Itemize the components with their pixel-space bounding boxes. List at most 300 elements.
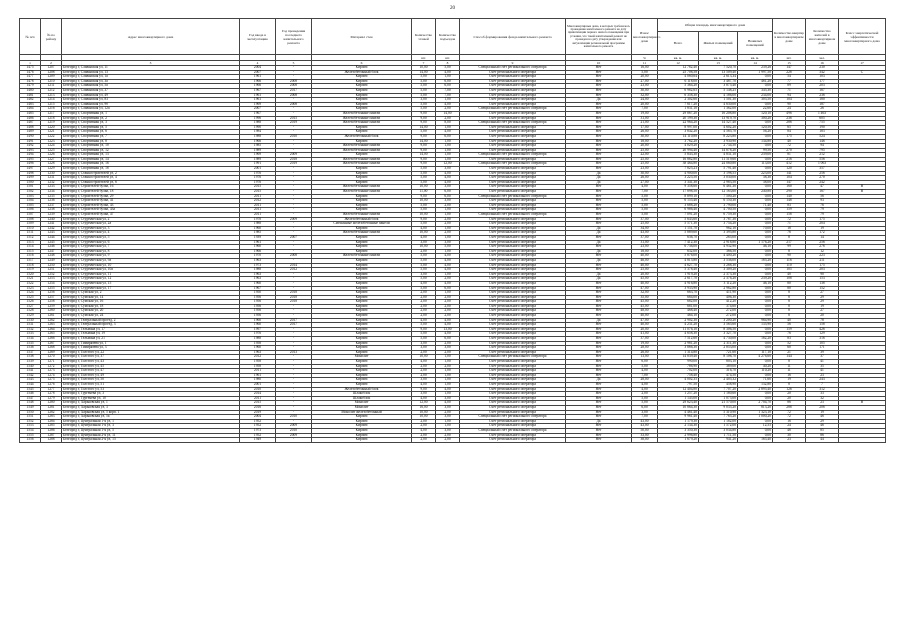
cell-year-renov: -: [276, 314, 312, 319]
cell-needs-repair: Нет: [566, 79, 632, 84]
cell-floors: 5,00: [412, 75, 436, 80]
cell-year-renov: 2013: [276, 350, 312, 355]
cell-num-district: 1264: [41, 327, 62, 332]
cell-wear: 20,00: [632, 144, 658, 149]
cell-year-renov: -: [276, 125, 312, 130]
cell-num-district: 1208: [41, 70, 62, 75]
cell-wear: 6,00: [632, 360, 658, 365]
cell-area-nonliving: 0,00: [738, 263, 773, 268]
cell-year-built: 1997: [240, 327, 276, 332]
cell-num-district: 1288: [41, 438, 62, 443]
cell-year-built: 1967: [240, 88, 276, 93]
cell-needs-repair: Нет: [566, 213, 632, 218]
cell-area-total: 797,50: [658, 382, 699, 387]
cell-needs-repair: Да: [566, 277, 632, 282]
cell-wall-material: Кирпич: [312, 153, 412, 158]
cell-apartments: 8: [773, 300, 806, 305]
cell-year-renov: -: [276, 185, 312, 190]
cell-entrances: 4,00: [436, 401, 460, 406]
cell-residents: 37: [806, 355, 839, 360]
cell-year-renov: -: [276, 373, 312, 378]
cell-area-living: 3 754,20: [699, 222, 738, 227]
cell-entrances: 2,00: [436, 231, 460, 236]
cell-apartments: 159: [773, 208, 806, 213]
cell-address: Белгород г, Толстого ул, 49: [62, 373, 240, 378]
cell-fund-method: Счёт регионального оператора: [460, 332, 566, 337]
cell-area-living: 3 309,20: [699, 268, 738, 273]
cell-entrances: 1,00: [436, 424, 460, 429]
cell-wear: 48,00: [632, 309, 658, 314]
cell-wall-material: Кирпич: [312, 194, 412, 199]
cell-address: Белгород г, Тельмана ул, 21: [62, 337, 240, 342]
cell-fund-method: Специальный счёт регионального оператора: [460, 194, 566, 199]
cell-num-district: 1285: [41, 424, 62, 429]
cell-wall-material: Кирпич: [312, 341, 412, 346]
cell-residents: 26: [806, 107, 839, 112]
cell-wall-material: Монолит: [312, 401, 412, 406]
cell-energy-class: В: [839, 190, 886, 195]
cell-entrances: 1,00: [436, 249, 460, 254]
cell-year-renov: -: [276, 107, 312, 112]
cell-fund-method: Счёт регионального оператора: [460, 88, 566, 93]
cell-address: Белгород г, Харьковская ул, 5а: [62, 415, 240, 420]
cell-year-renov: 2019: [276, 121, 312, 126]
cell-year-built: 1961: [240, 373, 276, 378]
column-number: 1: [20, 61, 41, 66]
cell-area-living: 2 853,00: [699, 346, 738, 351]
cell-floors: 12,00: [412, 401, 436, 406]
cell-fund-method: Счёт регионального оператора: [460, 199, 566, 204]
cell-entrances: 3,00: [436, 396, 460, 401]
cell-needs-repair: Нет: [566, 88, 632, 93]
cell-year-renov: 2018: [276, 300, 312, 305]
cell-apartments: 160: [773, 185, 806, 190]
cell-year-built: 2004: [240, 66, 276, 71]
cell-entrances: 5,00: [436, 245, 460, 250]
cell-num-pp: 1481: [20, 93, 41, 98]
cell-year-renov: -: [276, 111, 312, 116]
cell-area-living: 2 918,80: [699, 240, 738, 245]
cell-floors: 5,00: [412, 167, 436, 172]
cell-num-pp: 1541: [20, 369, 41, 374]
cell-entrances: 2,00: [436, 277, 460, 282]
cell-floors: 3,00: [412, 240, 436, 245]
cell-area-total: 464,10: [658, 314, 699, 319]
cell-address: Белгород г, Спортивная ул, 1: [62, 111, 240, 116]
cell-needs-repair: Нет: [566, 70, 632, 75]
cell-num-district: 1257: [41, 295, 62, 300]
cell-residents: 167: [806, 88, 839, 93]
cell-address: Белгород г, Строителей бульв, 41: [62, 199, 240, 204]
cell-entrances: 1,00: [436, 355, 460, 360]
cell-fund-method: Счёт регионального оператора: [460, 226, 566, 231]
cell-area-total: 1 179,30: [658, 419, 699, 424]
cell-floors: 5,00: [412, 268, 436, 273]
cell-needs-repair: Да: [566, 171, 632, 176]
cell-num-pp: 1523: [20, 286, 41, 291]
cell-wear: 43,00: [632, 419, 658, 424]
cell-entrances: 13,00: [436, 327, 460, 332]
cell-year-renov: -: [276, 222, 312, 227]
cell-fund-method: Счёт регионального оператора: [460, 277, 566, 282]
cell-wear: 47,00: [632, 286, 658, 291]
cell-year-renov: 2009: [276, 424, 312, 429]
cell-entrances: 2,00: [436, 314, 460, 319]
cell-num-pp: 1495: [20, 157, 41, 162]
cell-year-renov: -: [276, 286, 312, 291]
column-number: 7: [412, 61, 436, 66]
cell-wear: 20,00: [632, 272, 658, 277]
cell-address: Белгород г, Студенческая ул, 2: [62, 217, 240, 222]
cell-wear: 4,00: [632, 387, 658, 392]
cell-address: Белгород г, Славянская ул, 5а: [62, 84, 240, 89]
cell-wall-material: Кирпич: [312, 66, 412, 71]
cell-apartments: 8: [773, 249, 806, 254]
cell-num-district: 1222: [41, 134, 62, 139]
cell-num-pp: 1496: [20, 162, 41, 167]
cell-fund-method: Счёт регионального оператора: [460, 341, 566, 346]
cell-apartments: 412: [773, 162, 806, 167]
cell-needs-repair: Нет: [566, 428, 632, 433]
cell-wall-material: Кирпич: [312, 199, 412, 204]
cell-wall-material: Железобетонные панели: [312, 162, 412, 167]
cell-wall-material: Шлакоблок: [312, 396, 412, 401]
cell-year-renov: -: [276, 180, 312, 185]
cell-residents: 183: [806, 130, 839, 135]
cell-needs-repair: Нет: [566, 286, 632, 291]
cell-year-renov: -: [276, 419, 312, 424]
cell-entrances: 1,00: [436, 235, 460, 240]
cell-area-living: 4 400,20: [699, 254, 738, 259]
cell-wear: 5,00: [632, 194, 658, 199]
cell-num-district: 1260: [41, 309, 62, 314]
cell-needs-repair: Нет: [566, 93, 632, 98]
cell-residents: 177: [806, 79, 839, 84]
cell-area-living: 3 395,80: [699, 231, 738, 236]
cell-year-renov: -: [276, 277, 312, 282]
cell-year-built: 1960: [240, 281, 276, 286]
cell-year-built: 2010: [240, 387, 276, 392]
cell-apartments: 72: [773, 144, 806, 149]
cell-residents: 171: [806, 346, 839, 351]
cell-num-district: 1233: [41, 185, 62, 190]
cell-apartments: 76: [773, 332, 806, 337]
table-row: [20, 438, 886, 443]
cell-area-total: 10 864,30: [658, 405, 699, 410]
cell-area-total: 11 076,10: [658, 327, 699, 332]
cell-wall-material: Кирпич: [312, 130, 412, 135]
cell-year-renov: 2009: [276, 433, 312, 438]
cell-needs-repair: Да: [566, 226, 632, 231]
cell-residents: 86: [806, 433, 839, 438]
cell-entrances: 1,00: [436, 369, 460, 374]
cell-address: Белгород г, Сумская ул, 2: [62, 291, 240, 296]
header-wall-material: Материал стен: [312, 19, 412, 55]
cell-needs-repair: Нет: [566, 295, 632, 300]
cell-num-district: 1223: [41, 139, 62, 144]
cell-entrances: 1,00: [436, 75, 460, 80]
cell-needs-repair: Да: [566, 176, 632, 181]
cell-apartments: 8: [773, 314, 806, 319]
column-number: 13: [699, 61, 738, 66]
cell-floors: 10,00: [412, 410, 436, 415]
header-year-built: Год ввода в эксплуатацию: [240, 19, 276, 55]
cell-year-renov: -: [276, 203, 312, 208]
cell-needs-repair: Нет: [566, 185, 632, 190]
cell-num-pp: 1494: [20, 153, 41, 158]
cell-area-living: 4 730,00: [699, 337, 738, 342]
cell-num-district: 1276: [41, 382, 62, 387]
cell-fund-method: Счёт регионального оператора: [460, 111, 566, 116]
cell-area-total: 4 461,40: [658, 410, 699, 415]
cell-apartments: 216: [773, 157, 806, 162]
cell-num-pp: 1506: [20, 208, 41, 213]
cell-num-pp: 1484: [20, 107, 41, 112]
cell-fund-method: Специальный счёт регионального оператора: [460, 213, 566, 218]
cell-entrances: 2,00: [436, 203, 460, 208]
cell-num-pp: 1504: [20, 199, 41, 204]
cell-residents: 316: [806, 337, 839, 342]
cell-num-pp: 1522: [20, 281, 41, 286]
column-number: 8: [436, 61, 460, 66]
cell-year-built: 2012: [240, 355, 276, 360]
cell-wall-material: Кирпич: [312, 171, 412, 176]
cell-wear: 19,00: [632, 341, 658, 346]
cell-area-nonliving: 56,20: [738, 130, 773, 135]
cell-area-total: 7 412,30: [658, 240, 699, 245]
cell-residents: 312: [806, 387, 839, 392]
cell-apartments: 71: [773, 222, 806, 227]
cell-needs-repair: Нет: [566, 203, 632, 208]
cell-year-renov: -: [276, 341, 312, 346]
cell-num-pp: 1546: [20, 392, 41, 397]
cell-wear: 40,00: [632, 281, 658, 286]
cell-area-total: 7 091,20: [658, 213, 699, 218]
cell-area-total: 1 314,80: [658, 350, 699, 355]
cell-entrances: 2,00: [436, 438, 460, 443]
cell-fund-method: Специальный счёт регионального оператора: [460, 121, 566, 126]
cell-area-living: 3 200,20: [699, 318, 738, 323]
cell-wear: 47,00: [632, 318, 658, 323]
cell-year-renov: -: [276, 231, 312, 236]
cell-wear: 45,00: [632, 304, 658, 309]
cell-area-nonliving: 0,00: [738, 199, 773, 204]
cell-area-nonliving: 239,00: [738, 153, 773, 158]
cell-year-renov: 2017: [276, 88, 312, 93]
cell-apartments: 126: [773, 387, 806, 392]
page-number: 20: [450, 6, 455, 11]
cell-year-renov: 2010: [276, 134, 312, 139]
header-area-total: Всего: [658, 32, 699, 55]
cell-entrances: 2,00: [436, 217, 460, 222]
cell-needs-repair: Да: [566, 231, 632, 236]
cell-year-built: 1966: [240, 139, 276, 144]
cell-floors: 4,00: [412, 360, 436, 365]
cell-floors: 3,00: [412, 98, 436, 103]
cell-year-renov: 2018: [276, 295, 312, 300]
cell-floors: 3,00: [412, 346, 436, 351]
cell-year-built: 1950: [240, 291, 276, 296]
cell-year-renov: 2019: [276, 162, 312, 167]
cell-wall-material: Железобетонные панели: [312, 185, 412, 190]
cell-area-living: 3 198,55: [699, 171, 738, 176]
cell-residents: 795: [806, 148, 839, 153]
cell-wall-material: Кирпич: [312, 93, 412, 98]
cell-year-built: 2011: [240, 194, 276, 199]
cell-num-pp: 1502: [20, 190, 41, 195]
cell-entrances: 3,00: [436, 346, 460, 351]
cell-fund-method: Счёт регионального оператора: [460, 144, 566, 149]
cell-area-living: 4 630,00: [699, 102, 738, 107]
unit-entrances: шт.: [436, 55, 460, 61]
cell-year-built: 1967: [240, 111, 276, 116]
cell-area-total: 14 839,40: [658, 355, 699, 360]
cell-floors: 2,00: [412, 419, 436, 424]
cell-num-pp: 1536: [20, 346, 41, 351]
cell-residents: 152: [806, 286, 839, 291]
cell-year-built: 1988: [240, 134, 276, 139]
cell-floors: 9,00: [412, 327, 436, 332]
cell-year-built: 1960: [240, 245, 276, 250]
cell-area-living: 412,20: [699, 300, 738, 305]
cell-wall-material: Кирпич: [312, 291, 412, 296]
cell-address: Белгород г, Строителей бульв, 47: [62, 213, 240, 218]
cell-wear: 26,00: [632, 350, 658, 355]
cell-year-renov: -: [276, 245, 312, 250]
cell-area-nonliving: 0,00: [738, 373, 773, 378]
cell-area-total: 7 825,23: [658, 167, 699, 172]
cell-residents: 203: [806, 268, 839, 273]
cell-fund-method: Счёт регионального оператора: [460, 268, 566, 273]
cell-area-nonliving: 0,00: [738, 254, 773, 259]
cell-area-nonliving: 0,00: [738, 217, 773, 222]
cell-wear: 20,00: [632, 75, 658, 80]
cell-area-living: 962,10: [699, 226, 738, 231]
cell-apartments: 147: [773, 180, 806, 185]
cell-wall-material: Кирпич: [312, 369, 412, 374]
cell-wall-material: Кирпич: [312, 382, 412, 387]
cell-apartments: 110: [773, 263, 806, 268]
cell-entrances: 6,00: [436, 190, 460, 195]
cell-floors: 2,00: [412, 300, 436, 305]
cell-area-nonliving: 0,00: [738, 157, 773, 162]
cell-address: Белгород г, Центральная 1-я ул, 5: [62, 428, 240, 433]
cell-area-nonliving: 0,00: [738, 185, 773, 190]
cell-num-district: 1229: [41, 167, 62, 172]
cell-entrances: 1,00: [436, 153, 460, 158]
cell-residents: 357: [806, 167, 839, 172]
cell-entrances: 1,00: [436, 226, 460, 231]
cell-address: Белгород г, Студенческая ул, 4: [62, 231, 240, 236]
cell-floors: 11,00: [412, 190, 436, 195]
cell-floors: 4,00: [412, 396, 436, 401]
cell-year-renov: -: [276, 327, 312, 332]
cell-wear: 31,00: [632, 240, 658, 245]
cell-area-total: 5 364,20: [658, 84, 699, 89]
cell-apartments: 83: [773, 337, 806, 342]
cell-num-pp: 1486: [20, 116, 41, 121]
cell-wear: 43,00: [632, 231, 658, 236]
cell-num-pp: 1538: [20, 355, 41, 360]
cell-fund-method: Счёт регионального оператора: [460, 70, 566, 75]
cell-entrances: 4,00: [436, 332, 460, 337]
cell-area-nonliving: 345,30: [738, 88, 773, 93]
cell-area-total: 2 134,30: [658, 424, 699, 429]
cell-apartments: 8: [773, 360, 806, 365]
cell-apartments: 288: [773, 405, 806, 410]
cell-area-total: 7 617,20: [658, 102, 699, 107]
cell-wall-material: Железобетонные панели: [312, 254, 412, 259]
cell-area-living: 4 932,90: [699, 245, 738, 250]
cell-fund-method: Счёт регионального оператора: [460, 272, 566, 277]
cell-num-district: 1226: [41, 153, 62, 158]
cell-residents: 32: [806, 396, 839, 401]
cell-num-district: 1258: [41, 300, 62, 305]
cell-wear: 25,00: [632, 157, 658, 162]
cell-year-built: 1939: [240, 235, 276, 240]
cell-residents: 93: [806, 199, 839, 204]
cell-year-built: 2007: [240, 107, 276, 112]
cell-residents: 20: [806, 314, 839, 319]
cell-area-nonliving: 0,00: [738, 360, 773, 365]
cell-wear: 37,00: [632, 337, 658, 342]
cell-wall-material: Кирпич: [312, 107, 412, 112]
cell-year-built: 1970: [240, 254, 276, 259]
cell-wall-material: Железобетонные панели: [312, 148, 412, 153]
cell-year-built: 2015: [240, 401, 276, 406]
cell-address: Белгород г, Толстого ул, 50: [62, 378, 240, 383]
cell-wall-material: Кирпич: [312, 286, 412, 291]
cell-area-nonliving: 0,00: [738, 392, 773, 397]
cell-fund-method: Счёт регионального оператора: [460, 254, 566, 259]
cell-apartments: 72: [773, 415, 806, 420]
cell-year-built: 1952: [240, 433, 276, 438]
cell-floors: 5,00: [412, 79, 436, 84]
cell-fund-method: Счёт регионального оператора: [460, 258, 566, 263]
column-number: 14: [738, 61, 773, 66]
cell-year-built: 1973: [240, 428, 276, 433]
cell-address: Белгород г, Толстого ул, 43: [62, 360, 240, 365]
cell-area-living: 2 405,32: [699, 378, 738, 383]
cell-floors: 5,00: [412, 208, 436, 213]
cell-year-built: 2019: [240, 410, 276, 415]
cell-year-renov: -: [276, 240, 312, 245]
cell-apartments: 89: [773, 84, 806, 89]
cell-address: Белгород г, Славянская ул, 12а: [62, 107, 240, 112]
cell-entrances: 4,00: [436, 254, 460, 259]
cell-residents: 256: [806, 171, 839, 176]
cell-entrances: 1,00: [436, 291, 460, 296]
cell-num-pp: 1483: [20, 102, 41, 107]
header-area-nonliving: Нежилых помещений: [738, 32, 773, 55]
cell-year-built: 1966: [240, 84, 276, 89]
cell-needs-repair: Нет: [566, 157, 632, 162]
cell-wall-material: Кирпич: [312, 350, 412, 355]
cell-area-living: 3 930,90: [699, 139, 738, 144]
cell-area-living: 1 711,50: [699, 433, 738, 438]
cell-wall-material: Железобетонные панели: [312, 231, 412, 236]
cell-year-renov: 2018: [276, 291, 312, 296]
column-number: 4: [240, 61, 276, 66]
cell-year-renov: -: [276, 258, 312, 263]
cell-wear: 17,00: [632, 125, 658, 130]
cell-area-total: 2 617,70: [658, 277, 699, 282]
cell-num-pp: 1500: [20, 180, 41, 185]
cell-area-living: 11 519,60: [699, 157, 738, 162]
cell-year-built: 1996: [240, 116, 276, 121]
cell-address: Белгород г, Харьковская ул, 3: [62, 405, 240, 410]
cell-address: Белгород г, Харьковская ул, 1: [62, 401, 240, 406]
